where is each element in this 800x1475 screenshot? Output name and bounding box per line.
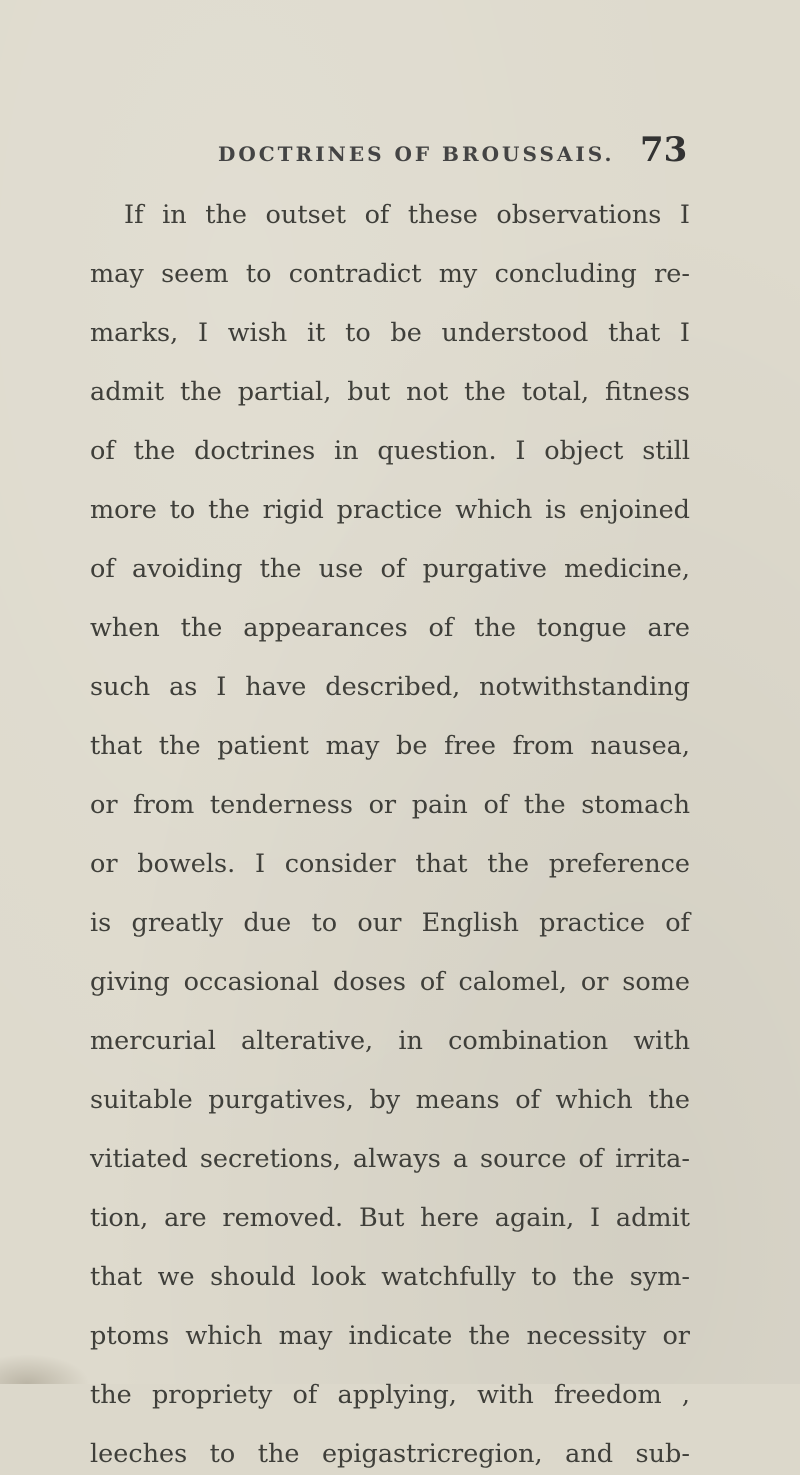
page-smudge bbox=[0, 1354, 90, 1384]
text-line: the propriety of applying, with freedom , bbox=[90, 1380, 690, 1410]
page-header bbox=[0, 130, 800, 176]
text-line: when the appearances of the tongue are bbox=[90, 613, 690, 643]
text-line: vitiated secretions, always a source of irrita- bbox=[90, 1144, 690, 1174]
text-line: of avoiding the use of purgative medicine, bbox=[90, 554, 690, 584]
text-line: If in the outset of these observations I bbox=[124, 200, 690, 230]
text-line: that the patient may be free from nausea, bbox=[90, 731, 690, 761]
text-line: of the doctrines in question. I object still bbox=[90, 436, 690, 466]
text-line: mercurial alterative, in combination with bbox=[90, 1026, 690, 1056]
text-line: or from tenderness or pain of the stomach bbox=[90, 790, 690, 820]
text-line: may seem to contradict my concluding re- bbox=[90, 259, 690, 289]
text-line: more to the rigid practice which is enjoined bbox=[90, 495, 690, 525]
running-head: DOCTRINES OF BROUSSAIS. bbox=[218, 142, 615, 166]
text-line: suitable purgatives, by means of which the bbox=[90, 1085, 690, 1115]
text-line: or bowels. I consider that the preference bbox=[90, 849, 690, 879]
text-line: giving occasional doses of calomel, or some bbox=[90, 967, 690, 997]
text-line: such as I have described, notwithstanding bbox=[90, 672, 690, 702]
text-line: is greatly due to our English practice of bbox=[90, 908, 690, 938]
page-number: 73 bbox=[640, 130, 688, 170]
text-line: ptoms which may indicate the necessity or bbox=[90, 1321, 690, 1351]
text-line: leeches to the epigastricregion, and sub- bbox=[90, 1439, 690, 1469]
text-line: marks, I wish it to be understood that I bbox=[90, 318, 690, 348]
text-line: tion, are removed. But here again, I admit bbox=[90, 1203, 690, 1233]
text-line: admit the partial, but not the total, fitness bbox=[90, 377, 690, 407]
text-line: that we should look watchfully to the sym- bbox=[90, 1262, 690, 1292]
